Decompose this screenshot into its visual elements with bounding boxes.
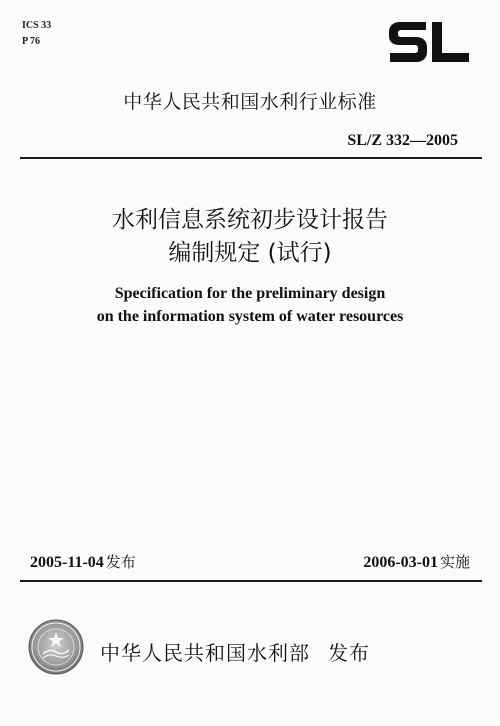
issuer-issue-label: 发布 (328, 641, 370, 665)
implement-date: 2006-03-01 (363, 554, 438, 571)
implement-date-label: 实施 (439, 553, 470, 571)
title-cn-line1: 水利信息系统初步设计报告 (112, 207, 388, 233)
category-code: P 76 (22, 36, 41, 47)
issue-date: 2005-11-04 (30, 554, 104, 571)
title-en-line1: Specification for the preliminary design (114, 285, 386, 302)
issue-date-block (30, 551, 136, 572)
sl-logo-icon (386, 16, 472, 68)
title-chinese (0, 204, 500, 270)
classification-codes (22, 18, 51, 50)
ics-code: ICS 33 (22, 20, 52, 31)
issuer-title: 中华人民共和国水利行业标准 (123, 91, 377, 113)
title-cn-line2: 编制规定 (试行) (168, 240, 332, 266)
top-divider (20, 157, 482, 159)
issuer-footer (100, 637, 370, 666)
standard-number: SL/Z 332—2005 (347, 132, 458, 149)
issuer-name: 中华人民共和国水利部 (100, 641, 310, 665)
issue-date-label: 发布 (105, 553, 136, 571)
implement-date-block (363, 551, 470, 572)
title-en-line2: on the information system of water resources (96, 308, 404, 325)
bottom-divider (20, 580, 482, 582)
title-english (0, 282, 500, 328)
ministry-seal-icon (27, 618, 85, 676)
